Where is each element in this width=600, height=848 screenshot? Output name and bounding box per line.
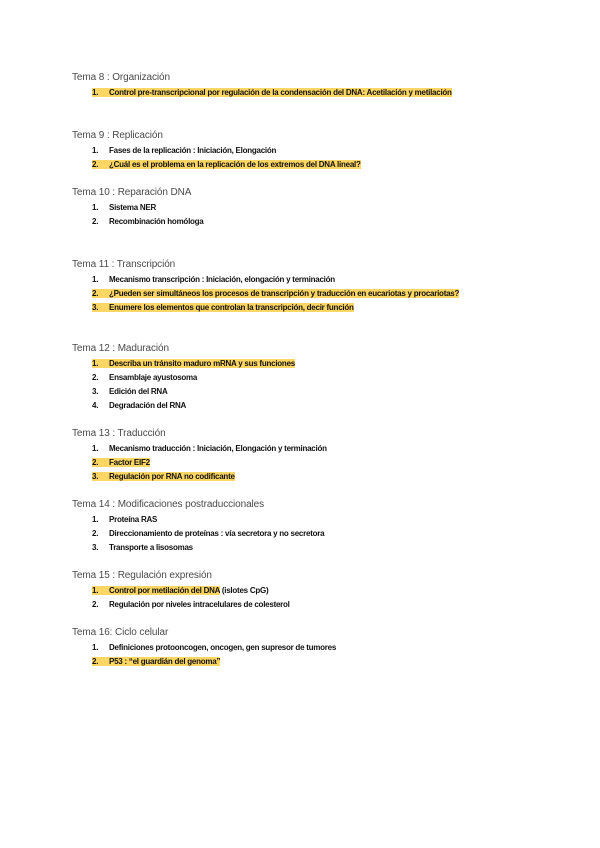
item-text: Definiciones protooncogen, oncogen, gen supresor de tumores <box>109 643 337 652</box>
item-content <box>92 373 197 382</box>
item-number: 1. <box>92 88 99 97</box>
list-item <box>92 273 497 287</box>
item-text: Enumere los elementos que controlan la transcripción, decir función <box>109 303 354 312</box>
item-text: Direccionamiento de proteínas : vía secretora y no secretora <box>109 529 325 538</box>
list-item <box>92 655 497 669</box>
item-text: Control por metilación del DNA <box>109 586 220 595</box>
list-item <box>92 641 497 655</box>
highlighted-text <box>92 359 295 368</box>
highlighted-text <box>92 458 150 467</box>
item-number: 1. <box>92 515 99 524</box>
list-item <box>92 215 497 229</box>
item-content <box>92 444 327 453</box>
list-item <box>92 371 497 385</box>
list-item <box>92 442 497 456</box>
item-extra-text: (islotes CpG) <box>219 586 269 595</box>
section-tema <box>72 71 512 100</box>
section-heading: Tema 16: Ciclo celular <box>72 627 169 638</box>
item-text: Mecanismo traducción : Iniciación, Elongación y terminación <box>109 444 327 453</box>
item-content <box>92 203 156 212</box>
item-text: Sistema NER <box>109 203 157 212</box>
item-text: ¿Pueden ser simultáneos los procesos de transcripción y traducción en eucariotas y procariotas? <box>109 289 460 298</box>
highlighted-text <box>92 472 235 481</box>
list-item <box>92 301 497 315</box>
highlighted-text <box>92 289 459 298</box>
item-text: Ensamblaje ayustosoma <box>109 373 198 382</box>
item-number: 1. <box>92 146 99 155</box>
numbered-list <box>72 86 512 100</box>
item-content <box>92 401 186 410</box>
section-heading: Tema 10 : Reparación DNA <box>72 187 192 198</box>
item-content <box>92 600 290 609</box>
item-number: 1. <box>92 643 99 652</box>
list-item <box>92 144 497 158</box>
item-number: 2. <box>92 529 99 538</box>
item-content <box>92 146 276 155</box>
list-item <box>92 201 497 215</box>
item-number: 1. <box>92 203 99 212</box>
item-content <box>92 387 167 396</box>
item-text: Regulación por niveles intracelulares de colesterol <box>109 600 290 609</box>
section-heading: Tema 12 : Maduración <box>72 343 169 354</box>
list-item <box>92 541 497 555</box>
item-number: 2. <box>92 600 99 609</box>
item-number: 3. <box>92 387 99 396</box>
item-text: ¿Cuál es el problema en la replicación de los extremos del DNA lineal? <box>109 160 361 169</box>
highlighted-text <box>92 303 354 312</box>
item-number: 1. <box>92 586 99 595</box>
numbered-list <box>72 513 512 555</box>
item-number: 2. <box>92 458 99 467</box>
item-number: 3. <box>92 472 99 481</box>
item-number: 4. <box>92 401 99 410</box>
section-tema <box>72 342 512 413</box>
numbered-list <box>72 201 512 229</box>
section-tema <box>72 626 512 669</box>
item-text: Recombinación homóloga <box>109 217 204 226</box>
section-tema <box>72 258 512 315</box>
item-content <box>92 515 157 524</box>
numbered-list <box>72 584 512 612</box>
section-heading: Tema 11 : Transcripción <box>72 259 176 270</box>
highlighted-text <box>92 88 452 97</box>
list-item <box>92 287 497 301</box>
item-text: Describa un tránsito maduro mRNA y sus funciones <box>109 359 295 368</box>
item-text: Proteína RAS <box>109 515 158 524</box>
numbered-list <box>72 144 512 172</box>
item-text: Regulación por RNA no codificante <box>109 472 235 481</box>
highlighted-text <box>92 586 220 595</box>
item-content <box>92 543 193 552</box>
section-tema <box>72 186 512 229</box>
section-heading: Tema 15 : Regulación expresión <box>72 570 212 581</box>
list-item <box>92 86 497 100</box>
section-tema <box>72 427 512 484</box>
list-item <box>92 357 497 371</box>
list-item <box>92 385 497 399</box>
numbered-list <box>72 357 512 413</box>
numbered-list <box>72 641 512 669</box>
numbered-list <box>72 273 512 315</box>
list-item <box>92 456 497 470</box>
list-item <box>92 527 497 541</box>
item-text: Factor EIF2 <box>109 458 150 467</box>
item-text: Fases de la replicación : Iniciación, Elongación <box>109 146 277 155</box>
item-content <box>92 275 335 284</box>
numbered-list <box>72 442 512 484</box>
item-text: Mecanismo transcripción : Iniciación, elongación y terminación <box>109 275 335 284</box>
highlighted-text <box>92 160 361 169</box>
section-tema <box>72 129 512 172</box>
list-item <box>92 584 497 598</box>
section-tema <box>72 569 512 612</box>
item-number: 3. <box>92 543 99 552</box>
item-number: 1. <box>92 444 99 453</box>
item-content <box>92 217 204 226</box>
list-item <box>92 513 497 527</box>
item-content <box>92 643 336 652</box>
list-item <box>92 470 497 484</box>
item-text: Transporte a lisosomas <box>109 543 193 552</box>
section-heading: Tema 14 : Modificaciones postraduccionales <box>72 499 265 510</box>
list-item <box>92 399 497 413</box>
item-number: 3. <box>92 303 99 312</box>
item-number: 2. <box>92 373 99 382</box>
section-heading: Tema 9 : Replicación <box>72 130 163 141</box>
list-item <box>92 158 497 172</box>
item-text: P53 : “el guardián del genoma” <box>109 657 221 666</box>
item-number: 2. <box>92 160 99 169</box>
item-number: 2. <box>92 217 99 226</box>
highlighted-text <box>92 657 220 666</box>
item-number: 2. <box>92 657 99 666</box>
section-heading: Tema 8 : Organización <box>72 72 170 83</box>
item-number: 1. <box>92 359 99 368</box>
list-item <box>92 598 497 612</box>
item-content <box>92 529 324 538</box>
item-text: Edición del RNA <box>109 387 168 396</box>
section-heading: Tema 13 : Traducción <box>72 428 166 439</box>
item-number: 1. <box>92 275 99 284</box>
section-tema <box>72 498 512 555</box>
item-text: Control pre-transcripcional por regulación de la condensación del DNA: Acetilación y metilación <box>109 88 452 97</box>
item-number: 2. <box>92 289 99 298</box>
item-text: Degradación del RNA <box>109 401 187 410</box>
